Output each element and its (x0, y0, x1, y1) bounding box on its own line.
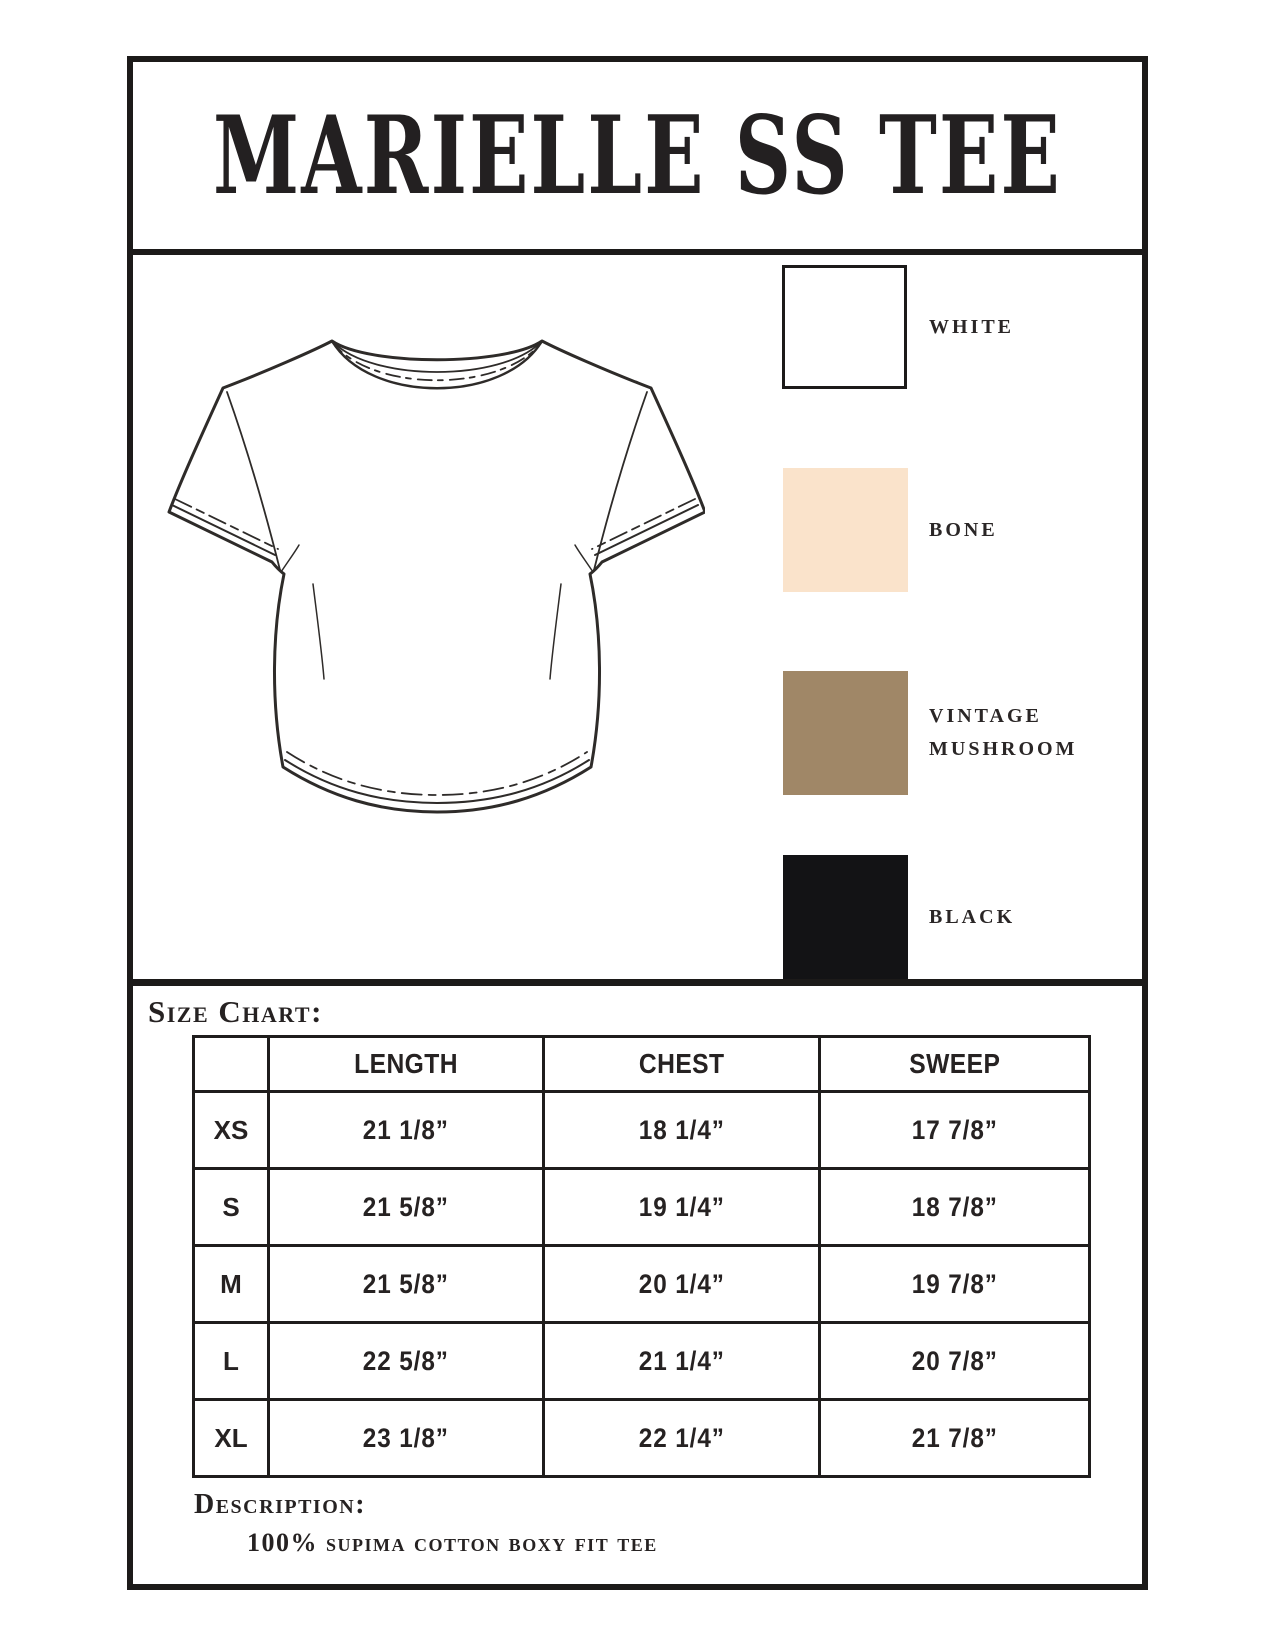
header-sweep: SWEEP (820, 1037, 1090, 1092)
description-text: 100% supima cotton boxy fit tee (247, 1528, 658, 1557)
sweep-value: 18 7/8” (911, 1191, 998, 1222)
size-label: M (220, 1268, 242, 1299)
size-chart-table (192, 1035, 1091, 1478)
sweep-value: 19 7/8” (911, 1268, 998, 1299)
sweep-value: 20 7/8” (911, 1345, 998, 1376)
table-row-m (194, 1246, 1090, 1323)
page-frame (127, 56, 1148, 1590)
length-value: 21 5/8” (362, 1191, 450, 1222)
table-row-xs (194, 1092, 1090, 1169)
size-chart-header-row (194, 1037, 1090, 1092)
size-label: S (222, 1191, 240, 1222)
color-swatch-black (783, 855, 908, 979)
page-title: MARIELLE SS TEE (213, 92, 1062, 219)
size-label: XL (214, 1422, 248, 1453)
header-chest: CHEST (544, 1037, 820, 1092)
color-swatch-white (782, 265, 907, 389)
size-chart-heading: Size Chart: (148, 994, 323, 1029)
size-chart-panel (133, 986, 1142, 1577)
header-size-blank (194, 1037, 269, 1092)
description-heading: Description: (194, 1489, 367, 1520)
tshirt-flat-sketch (165, 332, 705, 822)
description-block (194, 1489, 658, 1558)
table-row-l (194, 1323, 1090, 1400)
color-label-bone: BONE (929, 518, 998, 541)
color-swatch-vintage-mushroom (783, 671, 908, 795)
color-swatch-bone (783, 468, 908, 592)
color-label-black: BLACK (929, 905, 1016, 928)
length-value: 21 1/8” (362, 1114, 450, 1145)
chest-value: 19 1/4” (638, 1191, 725, 1222)
chest-value: 21 1/4” (638, 1345, 725, 1376)
sweep-value: 17 7/8” (911, 1114, 998, 1145)
size-label: L (223, 1345, 239, 1376)
table-row-xl (194, 1400, 1090, 1477)
length-value: 21 5/8” (362, 1268, 450, 1299)
chest-value: 22 1/4” (638, 1422, 725, 1453)
length-value: 23 1/8” (362, 1422, 450, 1453)
table-row-s (194, 1169, 1090, 1246)
chest-value: 18 1/4” (638, 1114, 725, 1145)
color-label-white: WHITE (929, 315, 1015, 338)
colorway-panel (133, 255, 1142, 986)
sweep-value: 21 7/8” (911, 1422, 998, 1453)
chest-value: 20 1/4” (638, 1268, 725, 1299)
length-value: 22 5/8” (362, 1345, 450, 1376)
color-label-vintage-mushroom: VINTAGE MUSHROOM (929, 705, 1078, 760)
size-label: XS (213, 1114, 249, 1145)
header-length: LENGTH (269, 1037, 544, 1092)
title-panel (133, 62, 1142, 255)
